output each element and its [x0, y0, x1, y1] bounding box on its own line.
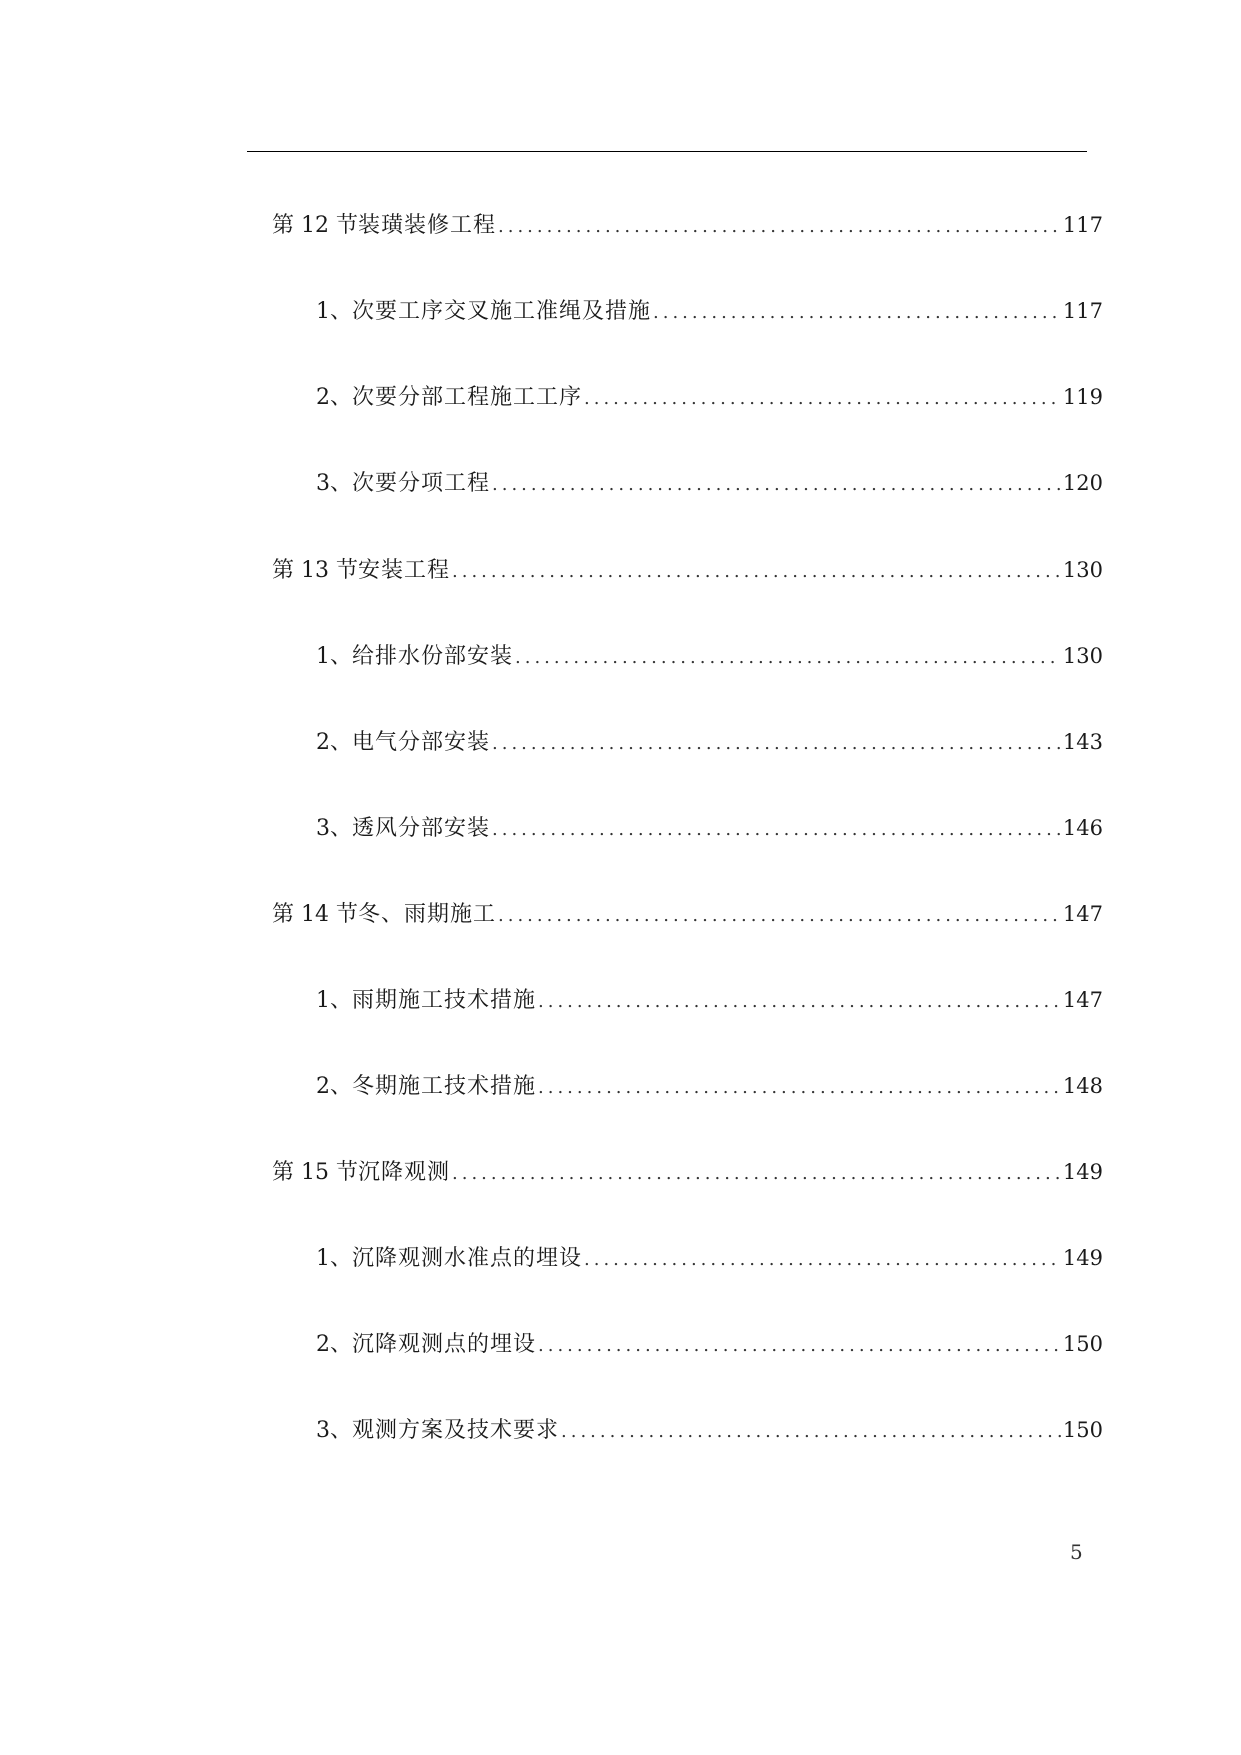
toc-entry-number: 第 15 节 — [272, 1160, 358, 1185]
toc-entry-subsection[interactable] — [316, 980, 1103, 1020]
toc-entry-title: 沉降观测 — [357, 1160, 450, 1185]
toc-entry-section-14[interactable] — [272, 894, 1103, 934]
toc-entry-subsection[interactable] — [316, 291, 1103, 331]
toc-entry-page: 146 — [1062, 816, 1103, 840]
dot-leader — [498, 207, 1061, 247]
toc-entry-number: 3、 — [316, 1418, 352, 1443]
toc-entry-subsection[interactable] — [316, 1238, 1103, 1278]
toc-entry-page: 117 — [1062, 213, 1103, 237]
dot-leader — [492, 465, 1061, 505]
dot-leader — [515, 638, 1061, 678]
toc-entry-page: 147 — [1062, 988, 1103, 1012]
toc-entry-page: 130 — [1062, 558, 1103, 582]
dot-leader — [452, 1154, 1061, 1194]
toc-entry-page: 120 — [1062, 471, 1103, 495]
toc-entry-section-12[interactable] — [272, 205, 1103, 245]
toc-entry-title: 沉降观测点的埋设 — [352, 1332, 537, 1357]
toc-entry-title: 雨期施工技术措施 — [352, 988, 537, 1013]
toc-entry-number: 1、 — [316, 988, 352, 1013]
toc-entry-subsection[interactable] — [316, 636, 1103, 676]
toc-entry-number: 2、 — [316, 1332, 352, 1357]
dot-leader — [584, 379, 1061, 419]
toc-entry-subsection[interactable] — [316, 808, 1103, 848]
toc-entry-subsection[interactable] — [316, 722, 1103, 762]
toc-entry-title: 透风分部安装 — [352, 816, 491, 841]
toc-entry-page: 148 — [1062, 1074, 1103, 1098]
toc-entry-number: 1、 — [316, 644, 352, 669]
toc-entry-page: 149 — [1062, 1246, 1103, 1270]
toc-entry-number: 3、 — [316, 816, 352, 841]
toc-entry-page: 149 — [1062, 1160, 1103, 1184]
toc-entry-number: 第 12 节 — [272, 213, 358, 238]
toc-entry-page: 150 — [1062, 1332, 1103, 1356]
toc-entry-page: 119 — [1062, 385, 1103, 409]
toc-entry-subsection[interactable] — [316, 463, 1103, 503]
toc-entry-page: 117 — [1062, 299, 1103, 323]
toc-entry-number: 1、 — [316, 299, 352, 324]
dot-leader — [538, 1326, 1061, 1366]
toc-entry-title: 次要分部工程施工工序 — [352, 385, 583, 410]
toc-entry-subsection[interactable] — [316, 1066, 1103, 1106]
toc-entry-section-13[interactable] — [272, 550, 1103, 590]
toc-entry-subsection[interactable] — [316, 377, 1103, 417]
toc-entry-title: 观测方案及技术要求 — [352, 1418, 560, 1443]
toc-entry-number: 2、 — [316, 1074, 352, 1099]
dot-leader — [498, 896, 1061, 936]
toc-entry-title: 装璜装修工程 — [357, 213, 496, 238]
dot-leader — [538, 1068, 1061, 1108]
toc-entry-page: 150 — [1062, 1418, 1103, 1442]
dot-leader — [452, 552, 1061, 592]
toc-entry-subsection[interactable] — [316, 1410, 1103, 1450]
dot-leader — [492, 724, 1061, 764]
dot-leader — [653, 293, 1061, 333]
toc-entry-page: 147 — [1062, 902, 1103, 926]
dot-leader — [492, 810, 1061, 850]
toc-entry-title: 次要工序交叉施工准绳及措施 — [352, 299, 652, 324]
toc-entry-title: 沉降观测水准点的埋设 — [352, 1246, 583, 1271]
toc-entry-number: 第 14 节 — [272, 902, 358, 927]
dot-leader — [561, 1412, 1061, 1452]
toc-entry-title: 次要分项工程 — [352, 471, 491, 496]
dot-leader — [584, 1240, 1061, 1280]
toc-entry-number: 1、 — [316, 1246, 352, 1271]
toc-entry-title: 电气分部安装 — [352, 730, 491, 755]
toc-entry-page: 130 — [1062, 644, 1103, 668]
toc-entry-title: 给排水份部安装 — [352, 644, 514, 669]
toc-entry-title: 安装工程 — [357, 558, 450, 583]
toc-entry-number: 2、 — [316, 730, 352, 755]
toc-entry-title: 冬期施工技术措施 — [352, 1074, 537, 1099]
toc-entry-section-15[interactable] — [272, 1152, 1103, 1192]
toc-entry-title: 冬、雨期施工 — [357, 902, 496, 927]
dot-leader — [538, 982, 1061, 1022]
page-number: 5 — [1070, 1540, 1083, 1564]
toc-entry-number: 2、 — [316, 385, 352, 410]
toc-entry-subsection[interactable] — [316, 1324, 1103, 1364]
toc-entry-number: 3、 — [316, 471, 352, 496]
toc-entry-page: 143 — [1062, 730, 1103, 754]
toc-entry-number: 第 13 节 — [272, 558, 358, 583]
